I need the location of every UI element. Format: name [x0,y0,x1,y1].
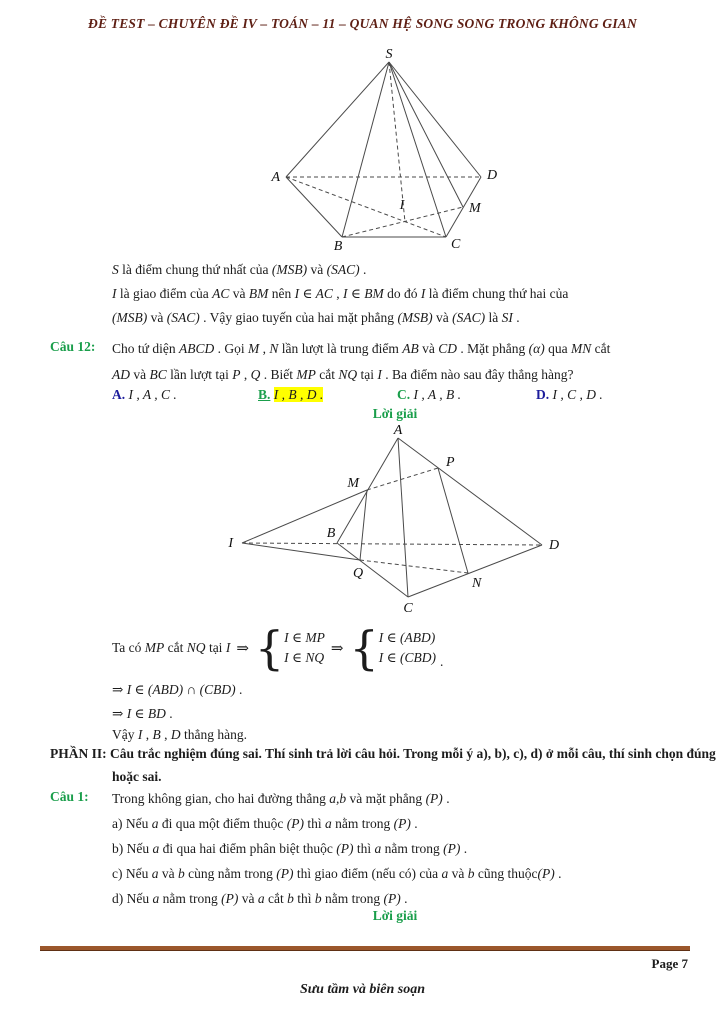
vertex-label-N: N [472,576,482,591]
edge [337,438,398,543]
system-2-line-2: I ∈ (CBD) [378,650,436,665]
solution-heading-1: Lời giải [372,406,418,421]
text-line: AD và BC lần lượt tại P , Q . Biết MP cắt NQ tại I . Ba điểm nào sau đây thẳng hàng? [112,367,574,382]
option-b-letter: B. [258,387,271,402]
text-line: a) Nếu a đi qua một điểm thuộc (P) thì a nằm trong (P) . [112,816,418,831]
period: . [440,654,444,669]
vertex-label-P: P [446,455,455,470]
hidden-edge [286,177,446,237]
credit-line: Sưu tầm và biên soạn [299,982,426,997]
edge [242,490,367,543]
vertex-label-M: M [347,476,359,491]
derivation-intro: Ta có MP cắt NQ tại I [112,640,231,655]
option-d-text: I , C , D . [552,387,603,402]
vertex-label-I: I [399,198,405,213]
derivation-line-2: ⇒ I ∈ (ABD) ∩ (CBD) . [112,682,243,697]
vertex-label-M: M [469,201,481,216]
text-line: b) Nếu a đi qua hai điểm phân biệt thuộc (P) thì a nằm trong (P) . [112,841,468,856]
option-c-letter: C. [397,387,411,402]
option-a-letter: A. [112,387,126,402]
vertex-label-C: C [403,601,413,616]
tetrahedron-figure [215,424,575,619]
edge [242,543,360,560]
option-c-text: I , A , B . [413,387,462,402]
edge [286,177,342,237]
implies-arrow: ⇒ [236,640,249,657]
question-1-label: Câu 1: [50,789,89,804]
implies-arrow: ⇒ [330,640,344,657]
edge [337,543,408,597]
option-b [258,387,323,403]
derivation-line-3: ⇒ I ∈ BD . [112,706,173,721]
text-line: d) Nếu a nằm trong (P) và a cắt b thì b nằm trong (P) . [112,891,408,906]
hidden-edge [242,543,542,545]
question-1-text: Trong không gian, cho hai đường thẳng a,b và mặt phẳng (P) . [112,791,450,806]
system-2-line-1: I ∈ (ABD) [378,630,436,645]
vertex-label-C: C [451,237,461,252]
edge [398,438,542,545]
page-title: ĐỀ TEST – CHUYÊN ĐỀ IV – TOÁN – 11 – QUAN HỆ SONG SONG TRONG KHÔNG GIAN [88,16,637,31]
footer-divider [40,946,690,951]
option-d [536,387,603,403]
vertex-label-B: B [326,526,336,541]
edge [389,62,463,207]
left-brace: { [254,621,285,675]
part-2-heading: PHẦN II: Câu trắc nghiệm đúng sai. Thí sinh trả lời câu hỏi. Trong mỗi ý a), b), c), d) ở mỗi câu, thí sinh chọn đúng hoặc sai. [50,746,716,784]
option-c [397,387,461,403]
option-d-letter: D. [536,387,550,402]
edge [360,490,367,560]
system-1-line-2: I ∈ NQ [284,650,325,665]
solution-heading-2: Lời giải [372,908,418,923]
edge [389,62,481,177]
option-a-text: I , A , C . [128,387,177,402]
left-brace: { [349,621,379,675]
vertex-label-A: A [271,170,280,185]
vertex-label-B: B [333,239,343,254]
derivation-conclusion: Vậy I , B , D thẳng hàng. [112,727,247,742]
hidden-edge [367,468,438,490]
system-1 [254,621,325,675]
text-line: c) Nếu a và b cùng nằm trong (P) thì giao điểm (nếu có) của a và b cũng thuộc(P) . [112,866,562,881]
vertex-label-D: D [487,168,498,183]
question-12-text [112,336,682,388]
derivation-system-row [112,622,443,674]
edge [438,468,468,573]
page-number: Page 7 [651,956,688,971]
text-line: I là giao điểm của AC và BM nên I ∈ AC , I ∈ BM do đó I là điểm chung thứ hai của [112,286,569,301]
text-line: S là điểm chung thứ nhất của (MSB) và (SAC) . [112,262,367,277]
text-line: Cho tứ diện ABCD . Gọi M , N lần lượt là trung điểm AB và CD . Mặt phẳng (α) qua MN cắt [112,341,611,356]
pyramid-figure [266,46,536,261]
hidden-edge [360,560,468,573]
vertex-label-A: A [393,424,403,438]
vertex-label-I: I [228,536,233,551]
vertex-label-Q: Q [352,566,364,581]
system-1-line-1: I ∈ MP [284,630,325,645]
option-a [112,387,177,403]
vertex-label-D: D [549,538,560,553]
option-b-text-highlighted: I , B , D . [273,387,324,402]
question-1-items [112,811,682,911]
solution-1-text [112,258,678,330]
system-2 [349,621,436,675]
question-12-label: Câu 12: [50,339,96,354]
text-line: (MSB) và (SAC) . Vậy giao tuyến của hai mặt phẳng (MSB) và (SAC) là SI . [112,310,520,325]
edge [398,438,408,597]
vertex-label-S: S [385,47,393,62]
